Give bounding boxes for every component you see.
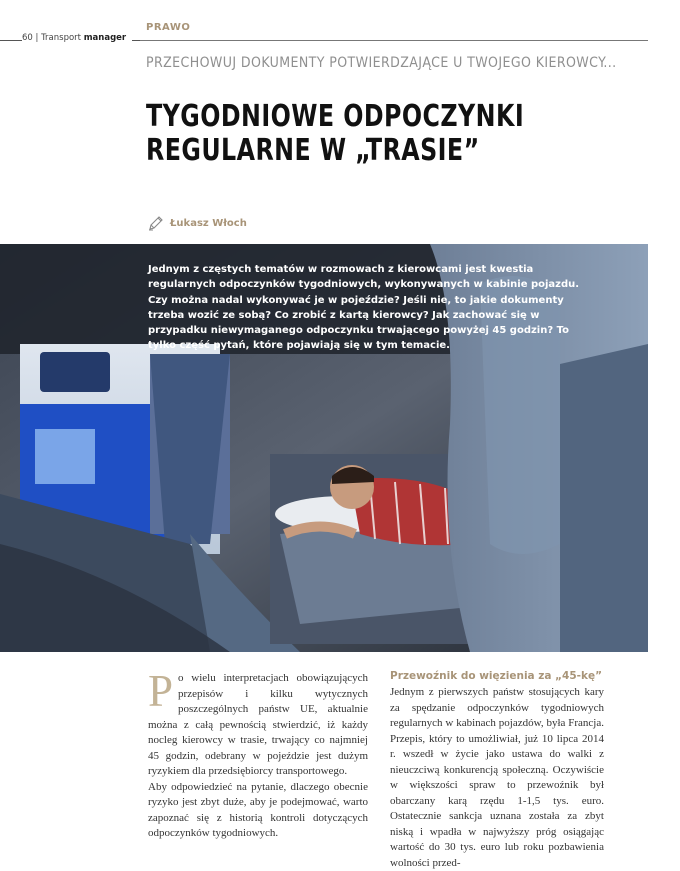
- section-label: PRAWO: [146, 22, 191, 33]
- article-column-1: [148, 666, 368, 842]
- article-column-2: [390, 669, 604, 871]
- article-kicker: PRZECHOWUJ DOKUMENTY POTWIERDZAJĄCE U TWOJEGO KIEROWCY...: [146, 55, 617, 71]
- paragraph: Jednym z pierwszych państw stosujących kary za spędzanie odpoczynków tygodniowych regularnych w kabinach pojazdów, była Francja. Przepis, który to umożliwiał, już 10 lipca 2014 r. wszedł w życie jako ustawa do walki z nieuczciwą konkurencją społeczną. Oczywiście w większości spraw to przewoźnik był obarczany karą rzędu 1-1,5 tys. euro. Ostatecznie sankcja uznana została za zbyt niską i wpadła w najwyższy próg osiągając wartość do 30 tys. euro lub roku pozbawienia wolności przed-: [390, 686, 604, 869]
- author-name: Łukasz Włoch: [170, 217, 247, 229]
- author-byline: [148, 215, 247, 231]
- paragraph: Aby odpowiedzieć na pytanie, dlaczego obecnie ryzyko jest zbyt duże, aby je podejmować, warto zapoznać się z historią kontroli dotyczących odpoczynków tygodniowych.: [148, 780, 368, 839]
- article-lead: Jednym z częstych tematów w rozmowach z kierowcami jest kwestia regularnych odpoczynków tygodniowych, wykonywanych w kabinie pojazdu. Czy można nadal wykonywać je w pojeździe? Jeśli nie, to jakie dokumenty trzeba wozić ze sobą? Co zrobić z kartą kierowcy? Jak zachować się w przypadku niewymaganego odpoczynku trwającego powyżej 45 godzin? To tylko część pytań, które pojawiają się w tym temacie.: [148, 264, 580, 352]
- magazine-name-bold: manager: [83, 33, 127, 43]
- title-line-2: REGULARNE W „TRASIE”: [146, 133, 480, 168]
- subheading: Przewoźnik do więzienia za „45-kę”: [390, 670, 603, 682]
- paragraph: o wielu interpretacjach obowiązujących przepisów i kilku wytycznych poszczególnych państw UE, aktualnie można z całą pewnością stwierdzić, iż każdy nocleg kierowcy w trasie, trwający co najmniej 45 godzin, odebrany w pojeździe jest dużym ryzykiem dla przedsiębiorcy transportowego.: [148, 672, 368, 777]
- header-rule-right: [140, 40, 648, 41]
- page-number: 60: [22, 33, 33, 43]
- title-line-1: TYGODNIOWE ODPOCZYNKI: [146, 99, 525, 134]
- folio: 60 | Transport manager: [22, 33, 132, 43]
- drop-cap: P: [148, 666, 174, 716]
- magazine-name: Transport: [41, 33, 81, 43]
- pen-icon: [148, 215, 164, 231]
- article-title: [146, 100, 524, 168]
